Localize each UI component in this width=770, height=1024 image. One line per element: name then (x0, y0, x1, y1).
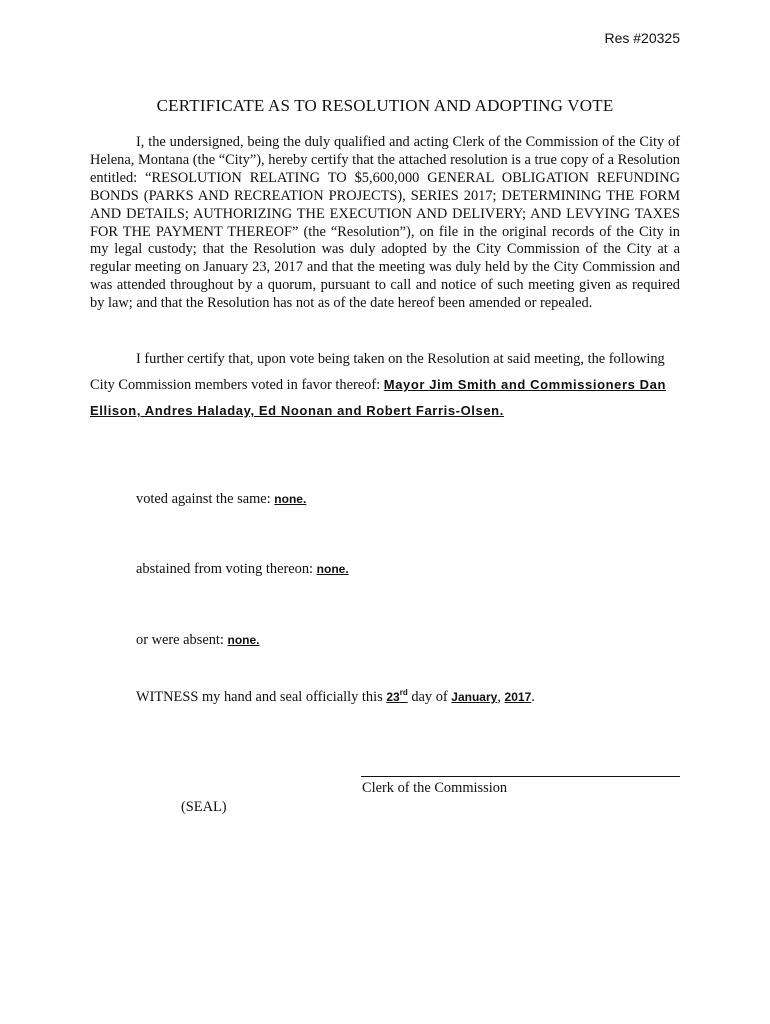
vote-paragraph-lead: I further certify that, upon vote being taken on the Resolution at said meeting, the following City Commission members voted in favor thereof: (90, 351, 665, 393)
signature-line (361, 776, 680, 777)
voted-in-favor-field: Mayor Jim Smith and Commissioners Dan Ellison, Andres Haladay, Ed Noonan and Robert Farris-Olsen. (90, 377, 667, 418)
witness-month: January (451, 690, 498, 704)
witness-day-suffix: rd (399, 688, 408, 697)
resolution-number: Res #20325 (604, 30, 680, 46)
signature-label: Clerk of the Commission (362, 780, 508, 796)
voted-against-line (136, 491, 306, 508)
certification-paragraph: I, the undersigned, being the duly qualified and acting Clerk of the Commission of the City of Helena, Montana (the “City”), hereby certify that the attached resolution is a true copy of a Resolution entitled: “RESOLUTION RELATING TO $5,600,000 GENERAL OBLIGATION REFUNDING BONDS (PARKS AND RECREATION PROJECTS), SERIES 2017; DETERMINING THE FORM AND DETAILS; AUTHORIZING THE EXECUTION AND DELIVERY; AND LEVYING TAXES FOR THE PAYMENT THEREOF” (the “Resolution”), on file in the original records of the City in my legal custody; that the Resolution was duly adopted by the City Commission of the City at a regular meeting on January 23, 2017 and that the meeting was duly held by the City Commission and was attended throughout by a quorum, pursuant to call and notice of such meeting given as required by law; and that the Resolution has not as of the date hereof been amended or repealed. (90, 134, 680, 312)
voted-against-label: voted against the same: (136, 491, 271, 507)
voted-against-value: none. (274, 492, 307, 506)
witness-day (386, 690, 407, 704)
abstained-value: none. (316, 562, 349, 576)
witness-year: 2017 (504, 690, 532, 704)
document-title: CERTIFICATE AS TO RESOLUTION AND ADOPTING VOTE (156, 96, 614, 115)
abstained-label: abstained from voting thereon: (136, 561, 314, 577)
witness-end: . (531, 689, 535, 705)
absent-line (136, 632, 260, 649)
witness-day-of: day of (411, 689, 448, 705)
witness-day-number: 23 (386, 690, 400, 704)
witness-line (136, 688, 535, 706)
witness-lead: WITNESS my hand and seal officially this (136, 689, 383, 705)
absent-label: or were absent: (136, 632, 224, 648)
vote-paragraph (90, 347, 680, 424)
abstained-line (136, 561, 349, 578)
absent-value: none. (227, 633, 260, 647)
seal-label: (SEAL) (181, 799, 227, 815)
witness-comma: , (497, 689, 501, 705)
